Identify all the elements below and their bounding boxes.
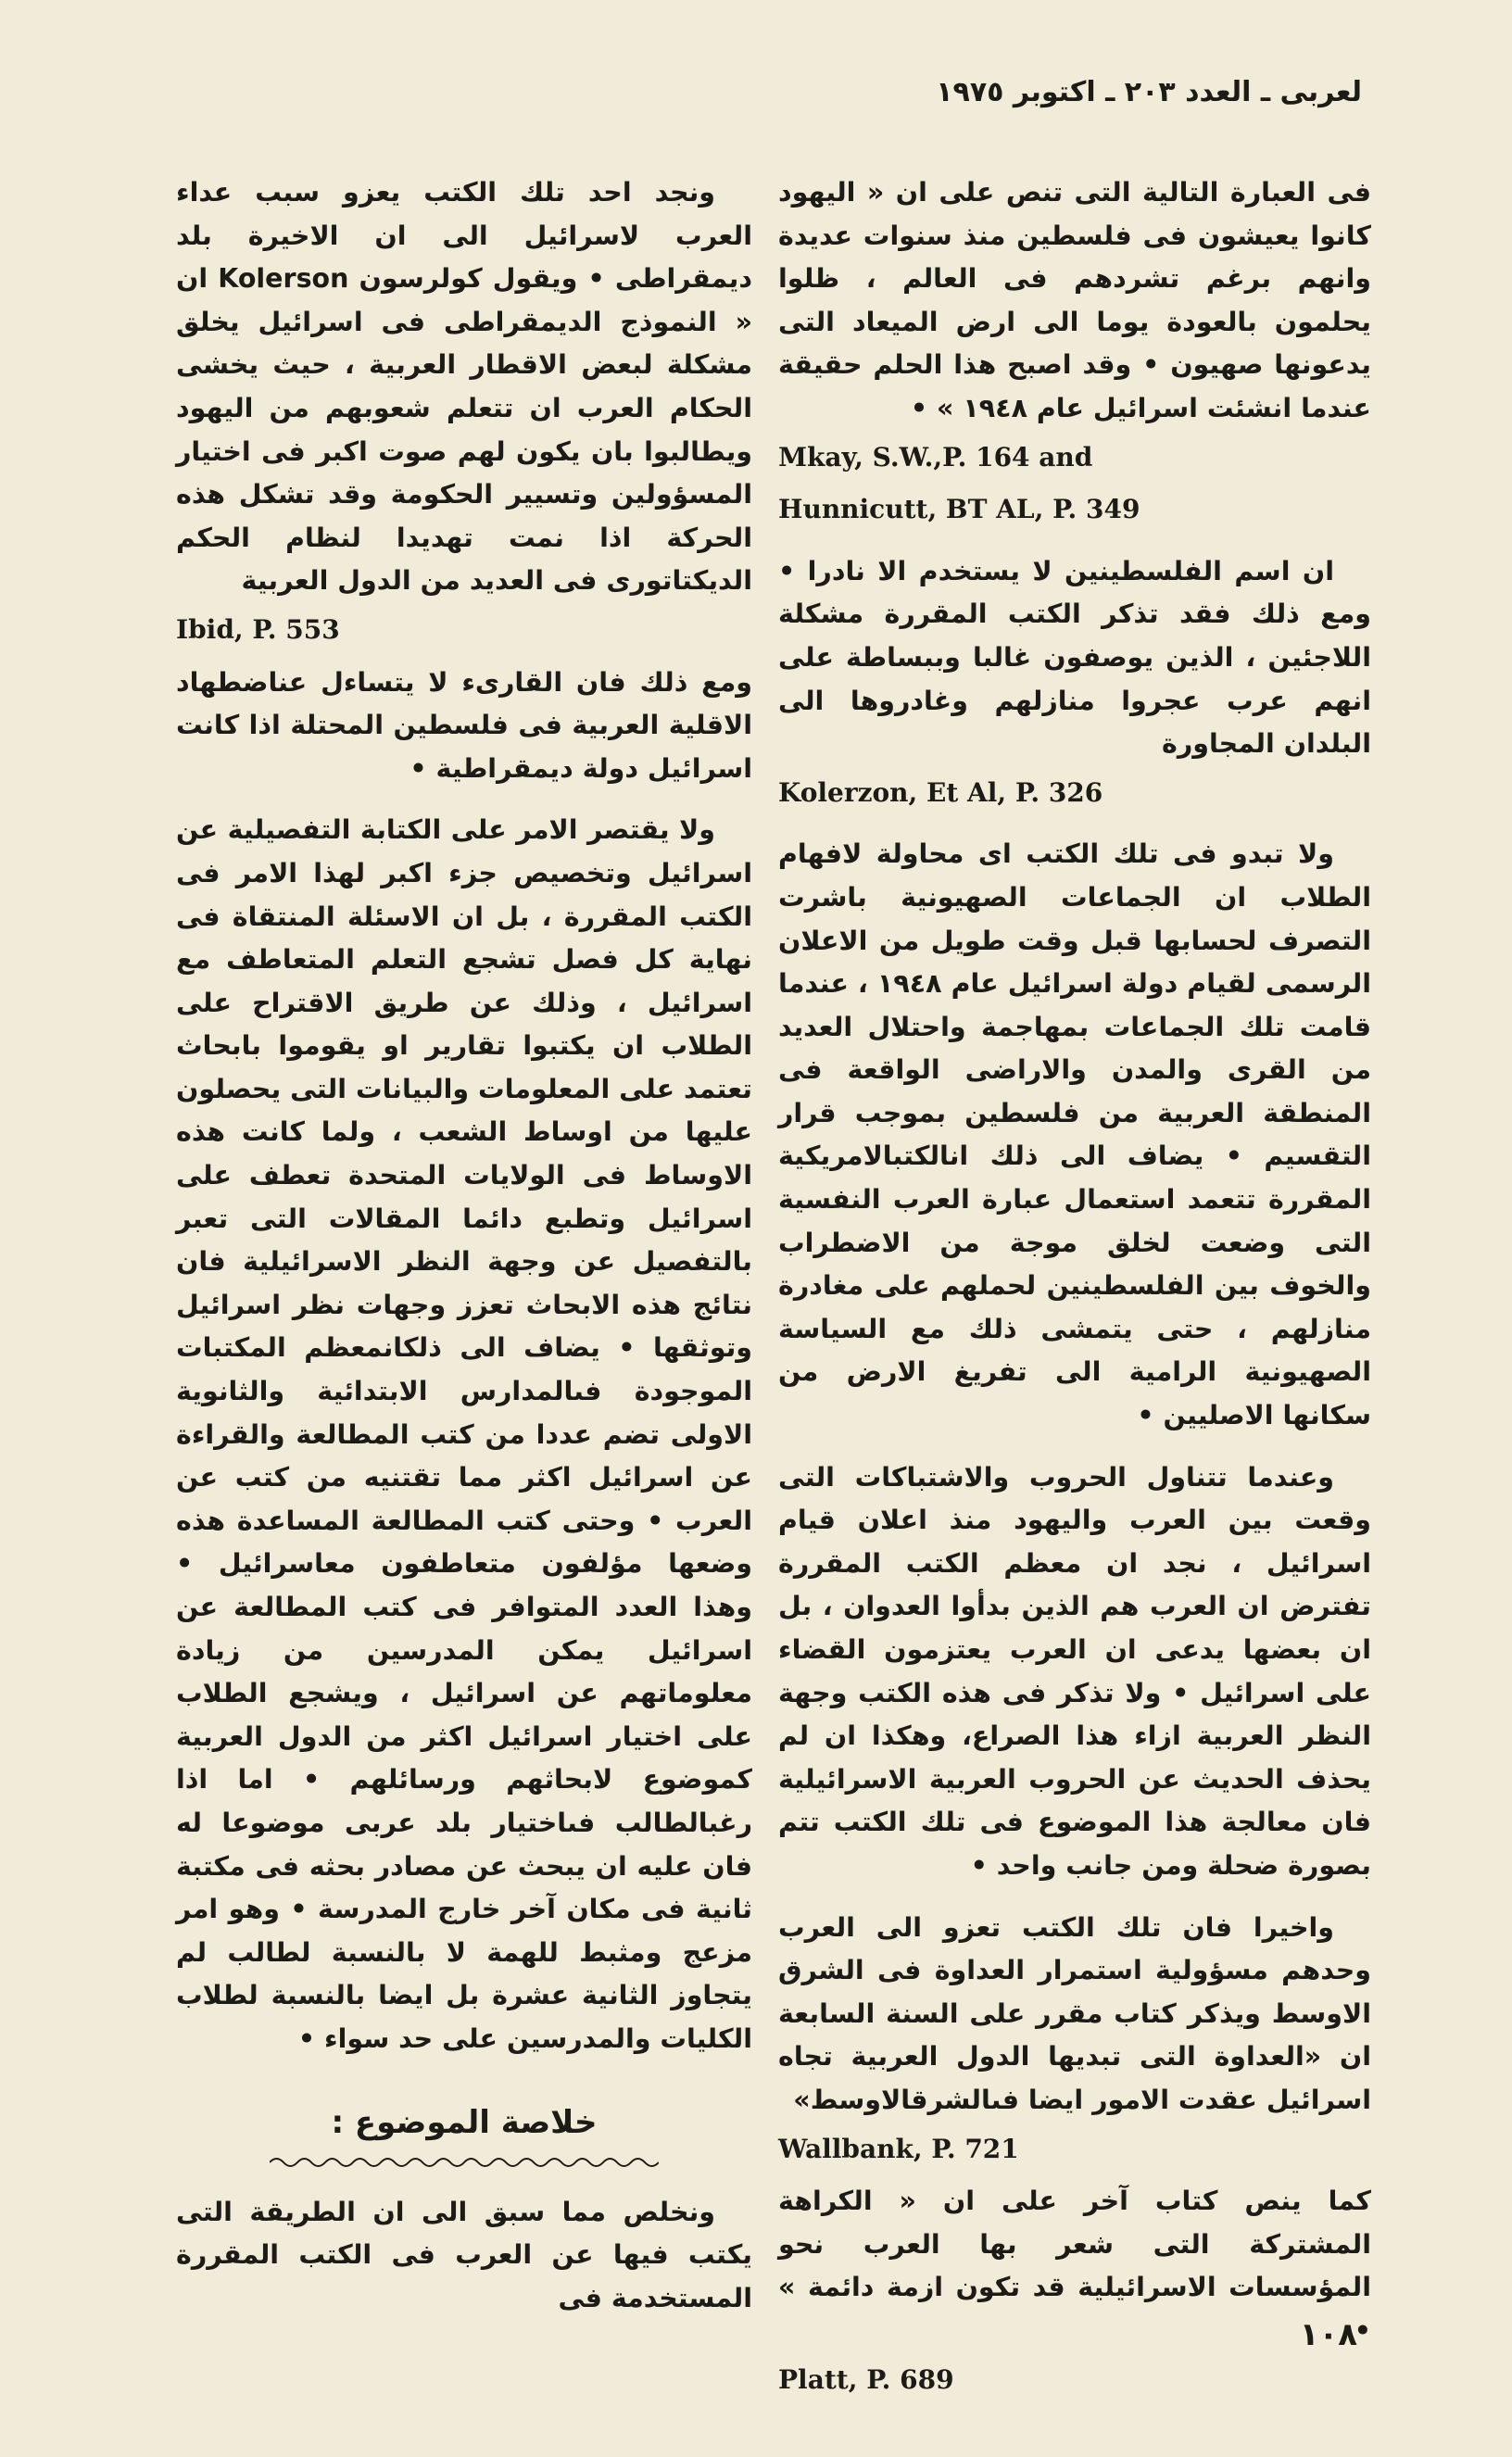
paragraph: ومع ذلك فان القارىء لا يتساءل عناضطهاد الاقلية العربية فى فلسطين المحتلة اذا كانت اسرائيل دولة ديمقراطية •: [176, 666, 752, 784]
paragraph: ولا يقتصر الامر على الكتابة التفصيلية عن اسرائيل وتخصيص جزء اكبر لهذا الامر فى الكتب المقررة ، بل ان الاسئلة المنتقاة فى نهاية كل فصل تشجع التعلم المتعاطف مع اسرائيل ، وذلك عن طريق الاقتراح على الطلاب ان يكتبوا تقارير او يقوموا بابحاث تعتمد على المعلومات والبيانات التى يحصلون عليها من اوساط الشعب ، ولما كانت هذه الاوساط فى الولايات المتحدة تعطف على اسرائيل وتطبع دائما المقالات التى تعبر بالتفصيل عن وجهة النظر الاسرائيلية فان نتائج هذه الابحاث تعزز وجهات نظر اسرائيل وتوثقها • يضاف الى ذلكانمعظم المكتبات الموجودة فىالمدارس الابتدائية والثانوية الاولى تضم عددا من كتب المطالعة والقراءة عن اسرائيل اكثر مما تقتنيه من كتب عن العرب • وحتى كتب المطالعة المساعدة هذه وضعها مؤلفون متعاطفون معاسرائيل • وهذا العدد المتوافر فى كتب المطالعة عن اسرائيل يمكن المدرسين من زيادة معلوماتهم عن اسرائيل ، ويشجع الطلاب على اختيار اسرائيل اكثر من الدول العربية كموضوع لابحاثهم ورسائلهم • اما اذا رغبالطالب فىاختيار بلد عربى موضوعا له فان عليه ان يبحث عن مصادر بحثه فى مكتبة ثانية فى مكان آخر خارج المدرسة • وهو امر مزعج ومثبط للهمة لا بالنسبة لطالب لم يتجاوز الثانية عشرة بل ايضا بالنسبة لطلاب الكليات والمدرسين على حد سواء •: [176, 814, 752, 2054]
paragraph: ولا تبدو فى تلك الكتب اى محاولة لافهام الطلاب ان الجماعات الصهيونية باشرت التصرف لحسابها قبل وقت طويل من الاعلان الرسمى لقيام دولة اسرائيل عام ١٩٤٨ ، عندما قامت تلك الجماعات بمهاجمة واحتلال العديد من القرى والمدن والاراضى الواقعة فى المنطقة العربية من فلسطين بموجب قرار التقسيم • يضاف الى ذلك انالكتبالامريكية المقررة تتعمد استعمال عبارة العرب النفسية التى وضعت لخلق موجة من الاضطراب والخوف بين الفلسطينين لحملهم على مغادرة منازلهم ، حتى يتمشى ذلك مع السياسة الصهيونية الرامية الى تفريغ الارض من سكانها الاصليين •: [778, 838, 1371, 1431]
wavy-line-icon: [270, 2154, 659, 2171]
wavy-divider: [270, 2154, 659, 2171]
paragraph: ونخلص مما سبق الى ان الطريقة التى يكتب فيها عن العرب فى الكتب المقررة المستخدمة فى: [176, 2196, 752, 2313]
citation: Hunnicutt, BT AL, P. 349: [778, 494, 1140, 525]
paragraph: واخيرا فان تلك الكتب تعزو الى العرب وحدهم مسؤولية استمرار العداوة فى الشرق الاوسط ويذكر كتاب مقرر على السنة السابعة ان «العداوة التى تبديها الدول العربية تجاه اسرائيل عقدت الامور ايضا فىالشرقالاوسط»: [778, 1911, 1371, 2115]
running-header: لعربى ـ العدد ٢٠٣ ـ اكتوبر ١٩٧٥: [936, 76, 1362, 108]
page-number: ١٠٨: [1299, 2316, 1357, 2353]
citation: Wallbank, P. 721: [778, 2133, 1019, 2164]
paragraph: كما ينص كتاب آخر على ان « الكراهة المشتركة التى شعر بها العرب نحو المؤسسات الاسرائيلية قد تكون ازمة دائمة » •: [778, 2186, 1371, 2346]
paragraph: ونجد احد تلك الكتب يعزو سبب عداء العرب لاسرائيل الى ان الاخيرة بلد ديمقراطى • ويقول كولرسون Kolerson ان « النموذج الديمقراطى فى اسرائيل يخلق مشكلة لبعض الاقطار العربية ، حيث يخشى الحكام العرب ان تتعلم شعوبهم من اليهود ويطالبوا بان يكون لهم صوت اكبر فى اختيار المسؤولين وتسيير الحكومة وقد تشكل هذه الحركة اذا نمت تهديدا لنظام الحكم الديكتاتورى فى العديد من الدول العربية: [176, 177, 752, 597]
section-title: خلاصة الموضوع :: [331, 2103, 598, 2141]
paragraph: ان اسم الفلسطينين لا يستخدم الا نادرا • ومع ذلك فقد تذكر الكتب المقررة مشكلة اللاجئين ، الذين يوصفون غالبا وببساطة على انهم عرب عجروا منازلهم وغادروها الى البلدان المجاورة: [778, 555, 1371, 760]
citation: Ibid, P. 553: [176, 613, 340, 645]
citation: Mkay, S.W.,P. 164 and: [778, 441, 1093, 472]
left-column: [176, 171, 752, 2320]
citation: Platt, P. 689: [778, 2363, 954, 2395]
paragraph: وعندما تتناول الحروب والاشتباكات التى وقعت بين العرب واليهود منذ اعلان قيام اسرائيل ، نجد ان معظم الكتب المقررة تفترض ان العرب هم الذين بدأوا العدوان ، بل ان بعضها يدعى ان العرب يعتزمون القضاء على اسرائيل • ولا تذكر فى هذه الكتب وجهة النظر العربية ازاء هذا الصراع، وهكذا ان لم يحذف الحديث عن الحروب العربية الاسرائيلية فان معالجة هذا الموضوع فى تلك الكتب تتم بصورة ضحلة ومن جانب واحد •: [778, 1461, 1371, 1881]
right-column: [778, 171, 1371, 2411]
citation: Kolerzon, Et Al, P. 326: [778, 776, 1103, 808]
paragraph: فى العبارة التالية التى تنص على ان « اليهود كانوا يعيشون فى فلسطين منذ سنوات عديدة وانهم برغم تشردهم فى العالم ، ظلوا يحلمون بالعودة يوما الى ارض الميعاد التى يدعونها صهيون • وقد اصبح هذا الحلم حقيقة عندما انشئت اسرائيل عام ١٩٤٨ » •: [778, 177, 1371, 423]
